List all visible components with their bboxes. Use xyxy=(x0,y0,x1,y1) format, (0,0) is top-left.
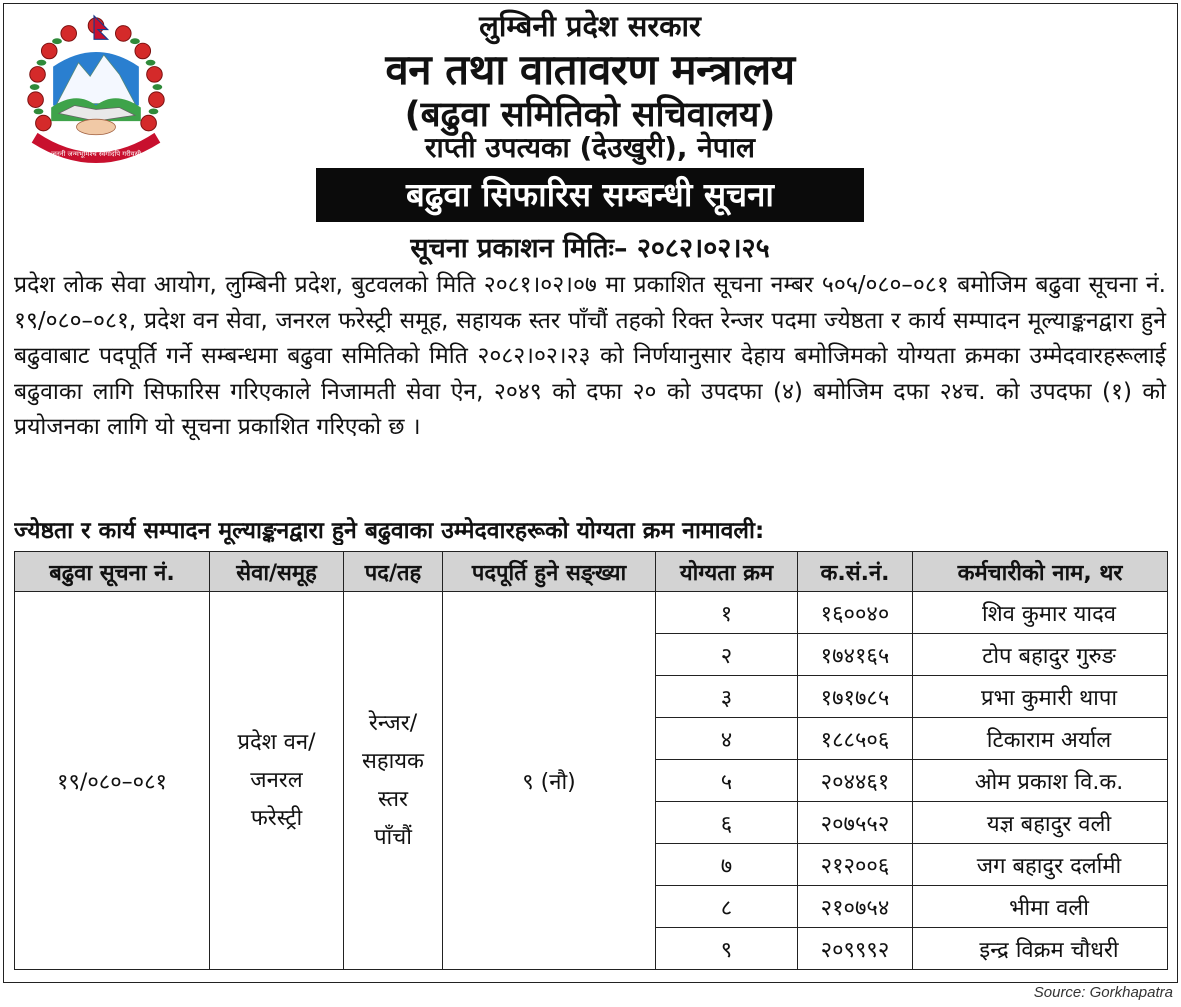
cell-name: भीमा वली xyxy=(913,886,1168,928)
table-title: ज्येष्ठता र कार्य सम्पादन मूल्याङ्कनद्वारा हुने बढुवाका उम्मेदवारहरूको योग्यता क्रम नामावली: xyxy=(14,518,765,544)
cell-code: २१२००६ xyxy=(798,844,913,886)
header-merit-rank: योग्यता क्रम xyxy=(656,552,798,592)
cell-name: जग बहादुर दर्लामी xyxy=(913,844,1168,886)
table-row xyxy=(15,592,1168,634)
header-notice-no: बढुवा सूचना नं. xyxy=(15,552,210,592)
header-service-group: सेवा/समूह xyxy=(210,552,344,592)
cell-rank: ३ xyxy=(656,676,798,718)
header-post-level: पद/तह xyxy=(344,552,443,592)
government-name: लुम्बिनी प्रदेश सरकार xyxy=(479,9,701,43)
cell-rank: २ xyxy=(656,634,798,676)
cell-service-group xyxy=(210,592,344,970)
post-level-line: स्तर xyxy=(377,786,409,812)
service-group-line: प्रदेश वन/ xyxy=(237,729,316,755)
cell-code: १७१७८५ xyxy=(798,676,913,718)
service-group-line: फरेस्ट्री xyxy=(250,805,303,831)
cell-code: २०९९९२ xyxy=(798,928,913,970)
cell-name: प्रभा कुमारी थापा xyxy=(913,676,1168,718)
cell-code: २०४४६१ xyxy=(798,760,913,802)
cell-rank: ८ xyxy=(656,886,798,928)
emblem-motto: जननी जन्मभूमिश्च स्वर्गादपि गरीयसी xyxy=(50,150,142,159)
post-level-line: पाँचौं xyxy=(374,824,412,850)
cell-name: ओम प्रकाश वि.क. xyxy=(913,760,1168,802)
cell-rank: ७ xyxy=(656,844,798,886)
ministry-name: वन तथा वातावरण मन्त्रालय xyxy=(385,45,795,94)
header-vacancies: पदपूर्ति हुने सङ्ख्या xyxy=(443,552,656,592)
cell-post-level xyxy=(344,592,443,970)
table-header-row xyxy=(15,552,1168,592)
cell-notice-no: १९/०८०–०८१ xyxy=(15,592,210,970)
cell-rank: ९ xyxy=(656,928,798,970)
cell-code: १६००४० xyxy=(798,592,913,634)
cell-rank: ४ xyxy=(656,718,798,760)
cell-name: शिव कुमार यादव xyxy=(913,592,1168,634)
cell-name: इन्द्र विक्रम चौधरी xyxy=(913,928,1168,970)
nepal-government-emblem xyxy=(18,12,174,164)
cell-name: यज्ञ बहादुर वली xyxy=(913,802,1168,844)
post-level-line: रेन्जर/ xyxy=(368,710,418,736)
cell-rank: ६ xyxy=(656,802,798,844)
post-level-line: सहायक xyxy=(362,748,424,774)
cell-vacancies: ९ (नौ) xyxy=(443,592,656,970)
cell-name: टिकाराम अर्याल xyxy=(913,718,1168,760)
office-location: राप्ती उपत्यका (देउखुरी), नेपाल xyxy=(425,131,755,164)
cell-name: टोप बहादुर गुरुङ xyxy=(913,634,1168,676)
cell-code: २१०७५४ xyxy=(798,886,913,928)
source-credit: Source: Gorkhapatra xyxy=(1033,984,1173,1001)
header-employee-name: कर्मचारीको नाम, थर xyxy=(913,552,1168,592)
header-employee-code: क.सं.नं. xyxy=(798,552,913,592)
cell-code: १८८५०६ xyxy=(798,718,913,760)
cell-code: २०७५५२ xyxy=(798,802,913,844)
notice-title: बढुवा सिफारिस सम्बन्धी सूचना xyxy=(316,168,864,222)
service-group-line: जनरल xyxy=(250,767,303,793)
notice-body: प्रदेश लोक सेवा आयोग, लुम्बिनी प्रदेश, बुटवलको मिति २०८१।०२।०७ मा प्रकाशित सूचना नम्बर ५०५/०८०–०८१ बमोजिम बढुवा सूचना नं. १९/०८०–०८१, प्रदेश वन सेवा, जनरल फरेस्ट्री समूह, सहायक स्तर पाँचौं तहको रिक्त रेन्जर पदमा ज्येष्ठता र कार्य सम्पादन मूल्याङ्कनद्वारा हुने बढुवाबाट पदपूर्ति गर्ने सम्बन्धमा बढुवा समितिको मिति २०८२।०२।२३ को निर्णयानुसार देहाय बमोजिमको योग्यता क्रमका उम्मेदवारहरूलाई बढुवाका लागि सिफारिस गरिएकाले निजामती सेवा ऐन, २०४९ को दफा २० को उपदफा (४) बमोजिम दफा २४च. को उपदफा (१) को प्रयोजनका लागि यो सूचना प्रकाशित गरिएको छ । xyxy=(14,272,1166,440)
publication-date: सूचना प्रकाशन मितिः– २०८२।०२।२५ xyxy=(410,233,770,264)
cell-rank: ५ xyxy=(656,760,798,802)
secretariat-name: (बढुवा समितिको सचिवालय) xyxy=(404,95,776,135)
candidate-table xyxy=(14,551,1168,970)
cell-code: १७४१६५ xyxy=(798,634,913,676)
cell-rank: १ xyxy=(656,592,798,634)
